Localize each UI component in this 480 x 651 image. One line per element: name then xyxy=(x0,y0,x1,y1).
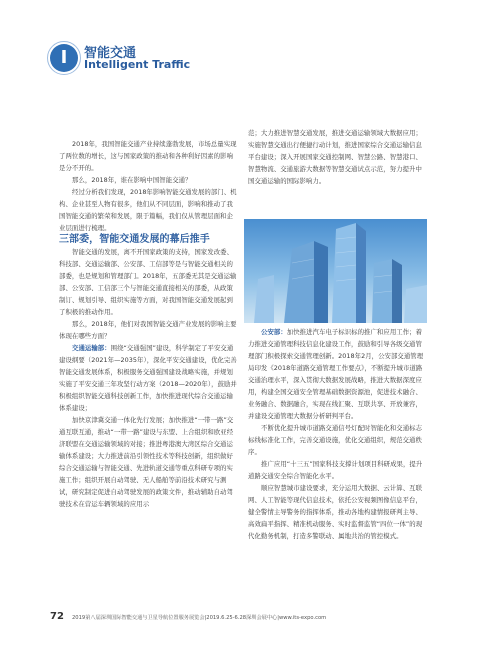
right-column-top xyxy=(248,127,424,187)
paragraph: 智能交通的发展，离不开国家政策的支持，国家发改委、科技部、交通运输部、公安部、工信部等是与智能交通相关的部委，也是规划和管理部门。2018年，五部委无其是交通运输部、公安部、工信部三个与智能交通直接相关的部委，从政策制订、规划引导、组织实施等方面，对我国智能交通发展起到了积极的推动作用。 xyxy=(59,248,237,316)
paragraph: 不断优化提升城市道路交通信号灯配时智能化和交通标志标线标准化工作，完善交通设施，优化交通组织，规范交通秩序。 xyxy=(248,424,423,456)
paragraph: 加快京津冀交通一体化先行发展；加快推进“一带一路”交通互联互通，推动“一带一路”建设与东盟、上合组织和欧亚经济联盟在交通运输领域的对接；推进粤港澳大湾区综合交通运输体系建设；大力推进前沿引领性技术等科技创新，组织做好综合交通运输与智能交通、先进轨道交通等重点科研专项的实施工作；组织开展自动驾驶、无人船舶等前沿技术研究与测试，研究制定促进自动驾驶发展的政策文件，推动辅助自动驾驶技术在营运车辆领域的应用示 xyxy=(59,416,234,508)
footer-text: 2019第八届深圳国际智能交通与卫星导航位置服务展览会|2019.6.25-6.28深圳会展中心|www.its-expo.com xyxy=(72,615,327,621)
paragraph: 顺应智慧城市建设要求，充分运用大数据、云计算、互联网、人工智能等现代信息技术，依托公安视频图像信息平台，健全警情主导警务的指挥体系，推动各地构建情报研判主导、高效扁平指挥、精准机动服务、实时监督监管“四位一体”的现代化勤务机制，打造多警联动、属地共治的管控模式。 xyxy=(248,484,423,540)
section-title-en: Intelligent Traffic xyxy=(84,58,191,71)
left-column xyxy=(59,138,237,510)
paragraph: 范；大力推进智慧交通发展，推进交通运输领域大数据应用；实施智慧交通出行便捷行动计划，推进国家综合交通运输信息平台建设；深入开展国家交通控制网、智慧公路、智慧港口、智慧物流、交通旅游大数据等智慧交通试点示范，努力提升中国交通运输的国际影响力。 xyxy=(248,129,422,185)
city-skyline-photo xyxy=(244,219,427,323)
paragraph-text: 围绕“交通强国”建设，科学制定了平安交通建设纲要（2021年—2035年），深化平安交通建设，优化完善智能交通发展体系，积极服务交通强国建设战略实施，并规划实施了平安交通三年攻坚行动方案（2018—2020年），鼓励并积极组织智能交通科技创新工作，加快推进现代综合交通运输体系建设； xyxy=(59,344,237,412)
page-footer xyxy=(50,611,440,625)
section-title-cn: 智能交通 xyxy=(84,46,137,61)
paragraph xyxy=(59,342,237,414)
paragraph xyxy=(248,326,424,422)
paragraph: 那么，2018年，他们对我国智能交通产业发展的影响主要体现在哪些方面？ xyxy=(59,320,237,340)
lead-label: 公安部： xyxy=(261,328,287,336)
section-logo-icon: I xyxy=(50,44,78,72)
lead-label: 交通运输部： xyxy=(72,344,111,352)
paragraph: 经过分析我们发现，2018年影响智能交通发展的部门、机构、企业甚至人物有很多，他们从不同层面，影响和推动了我国智能交通的繁荣和发展，限于篇幅，我们仅从管理层面和企业层面进行梳理。 xyxy=(59,188,237,232)
paragraph: 2018年，我国智能交通产业持续蓬勃发展，市场总量实现了两位数的增长，这与国家政策的推动和各种利好因素的影响是分不开的。 xyxy=(59,140,237,172)
skyline-illustration xyxy=(244,219,427,323)
right-column-bottom xyxy=(248,326,424,542)
paragraph: 那么，2018年，谁在影响中国智能交通？ xyxy=(72,176,192,184)
page-number: 72 xyxy=(50,611,64,622)
paragraph-text: 加快推进汽车电子标识标的推广和应用工作；着力推进交通管理科技信息化建设工作，鼓励和引导各级交通管理部门积极探索交通管理创新。2018年2月，公安部交通管理局印发《2018年道路交通管理工作要点》，不断提升城市道路交通治理水平，深入贯彻大数据发展战略，推进大数据深度应用，构建全国交通安全管理基础数据资源池，促进技术融合、业务融合、数据融合，实现在线汇聚、互联共享、开放兼容，并建设交通管理大数据分析研判平台。 xyxy=(248,328,424,420)
paragraph: 推广应用“十三五”国家科技支撑计划项目科研成果，提升道路交通安全综合智能化水平。 xyxy=(248,460,423,480)
section-heading: 三部委，智能交通发展的幕后推手 xyxy=(59,234,210,245)
